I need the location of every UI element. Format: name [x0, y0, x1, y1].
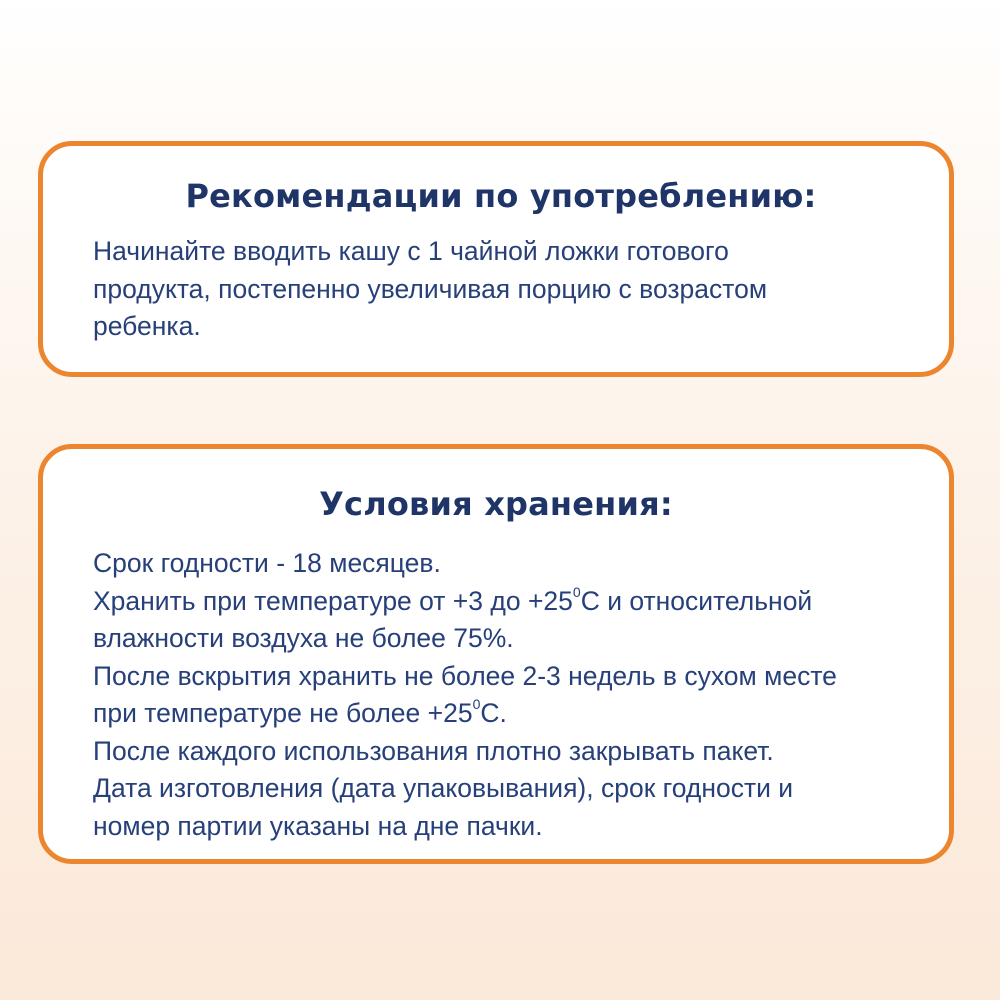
- after-opening-line: После вскрытия хранить не более 2-3 недель в сухом месте: [93, 660, 837, 691]
- close-package-line: После каждого использования плотно закрывать пакет.: [93, 735, 774, 766]
- usage-line: ребенка.: [93, 311, 201, 341]
- storage-temperature-text-end: С и относительной: [580, 585, 813, 616]
- usage-line: Начинайте вводить кашу с 1 чайной ложки готового: [93, 236, 729, 266]
- usage-line: продукта, постепенно увеличивая порцию с возрастом: [93, 273, 768, 304]
- after-opening-temperature-text: при температуре не более +25: [93, 698, 473, 728]
- storage-conditions-text: [93, 545, 909, 845]
- usage-recommendations-text: [93, 233, 909, 346]
- storage-conditions-card: [38, 444, 954, 864]
- batch-number-line: номер партии указаны на дне пачки.: [93, 810, 543, 841]
- after-opening-temperature-line: [93, 695, 909, 733]
- storage-temperature-line: [93, 583, 909, 621]
- manufacture-date-line: Дата изготовления (дата упаковывания), срок годности и: [93, 773, 794, 803]
- usage-recommendations-title: Рекомендации по употреблению:: [185, 177, 817, 215]
- degree-superscript: 0: [472, 696, 481, 713]
- degree-superscript: 0: [572, 583, 581, 600]
- humidity-line: влажности воздуха не более 75%.: [93, 623, 514, 653]
- shelf-life-line: Срок годности - 18 месяцев.: [93, 548, 441, 578]
- storage-temperature-text: Хранить при температуре от +3 до +25: [93, 585, 573, 616]
- usage-recommendations-card: [38, 141, 954, 377]
- storage-conditions-title: Условия хранения:: [319, 485, 673, 523]
- after-opening-temperature-text-end: С.: [480, 698, 507, 728]
